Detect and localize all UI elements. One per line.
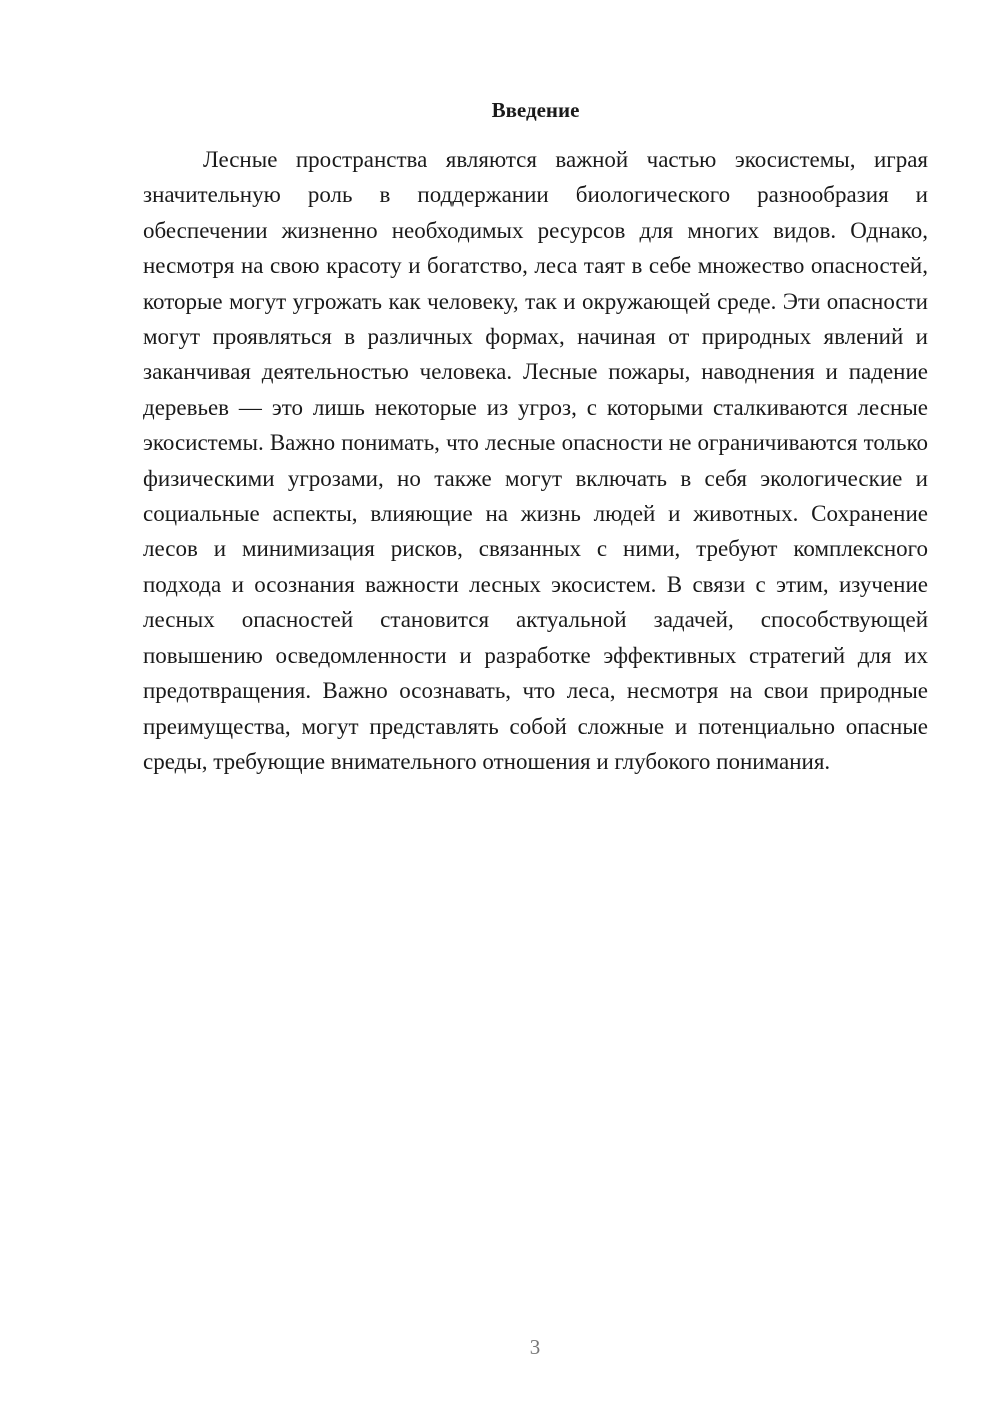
section-heading: Введение xyxy=(491,98,580,122)
body-paragraph: Лесные пространства являются важной частью экосистемы, играя значительную роль в поддержании биологического разнообразия и обеспечении жизненно необходимых ресурсов для многих видов. Однако, несмотря на свою красоту и богатство, леса таят в себе множество опасностей, которые могут угрожать как человеку, так и окружающей среде. Эти опасности могут проявляться в различных формах, начиная от природных явлений и заканчивая деятельностью человека. Лесные пожары, наводнения и падение деревьев — это лишь некоторые из угроз, с которыми сталкиваются лесные экосистемы. Важно понимать, что лесные опасности не ограничиваются только физическими угрозами, но также могут включать в себя экологические и социальные аспекты, влияющие на жизнь людей и животных. Сохранение лесов и минимизация рисков, связанных с ними, требуют комплексного подхода и осознания важности лесных экосистем. В связи с этим, изучение лесных опасностей становится актуальной задачей, способствующей повышению осведомленности и разработке эффективных стратегий для их предотвращения. Важно осознавать, что леса, несмотря на свои природные преимущества, могут представлять собой сложные и потенциально опасные среды, требующие внимательного отношения и глубокого понимания. xyxy=(143,147,928,774)
page-number: 3 xyxy=(529,1335,541,1359)
